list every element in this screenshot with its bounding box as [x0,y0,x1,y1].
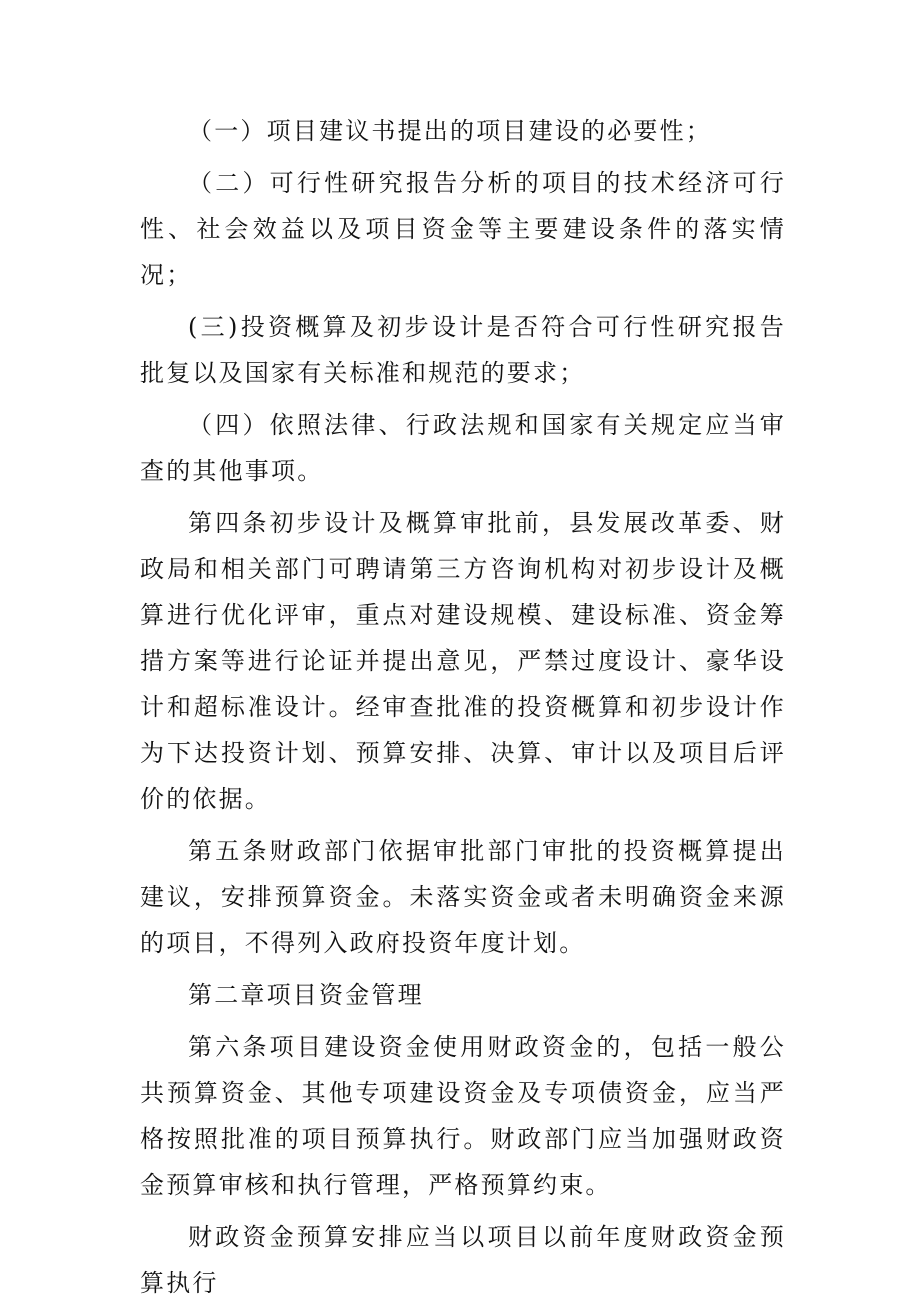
paragraph-review-item-1: （一）项目建议书提出的项目建设的必要性； [188,117,712,145]
document-body [140,108,786,1312]
paragraph-review-item-3: (三)投资概算及初步设计是否符合可行性研究报告批复以及国家有关标准和规范的要求； [140,313,786,387]
paragraph-article-5: 第五条财政部门依据审批部门审批的投资概算提出建议，安排预算资金。未落实资金或者未明确资金来源的项目，不得列入政府投资年度计划。 [140,837,786,957]
paragraph-review-item-2: （二）可行性研究报告分析的项目的技术经济可行性、社会效益以及项目资金等主要建设条件的落实情况； [140,169,786,289]
paragraph-budget-arrangement: 财政资金预算安排应当以项目以前年度财政资金预算执行 [140,1223,786,1297]
paragraph-article-4: 第四条初步设计及概算审批前，县发展改革委、财政局和相关部门可聘请第三方咨询机构对初步设计及概算进行优化评审，重点对建设规模、建设标准、资金筹措方案等进行论证并提出意见，严禁过度设计、豪华设计和超标准设计。经审查批准的投资概算和初步设计作为下达投资计划、预算安排、决算、审计以及项目后评价的依据。 [140,509,786,813]
chapter-heading: 第二章项目资金管理 [188,981,424,1009]
paragraph-article-6: 第六条项目建设资金使用财政资金的，包括一般公共预算资金、其他专项建设资金及专项债资金，应当严格按照批准的项目预算执行。财政部门应当加强财政资金预算审核和执行管理，严格预算约束。 [140,1033,786,1199]
paragraph-review-item-4: （四）依照法律、行政法规和国家有关规定应当审查的其他事项。 [140,411,786,485]
